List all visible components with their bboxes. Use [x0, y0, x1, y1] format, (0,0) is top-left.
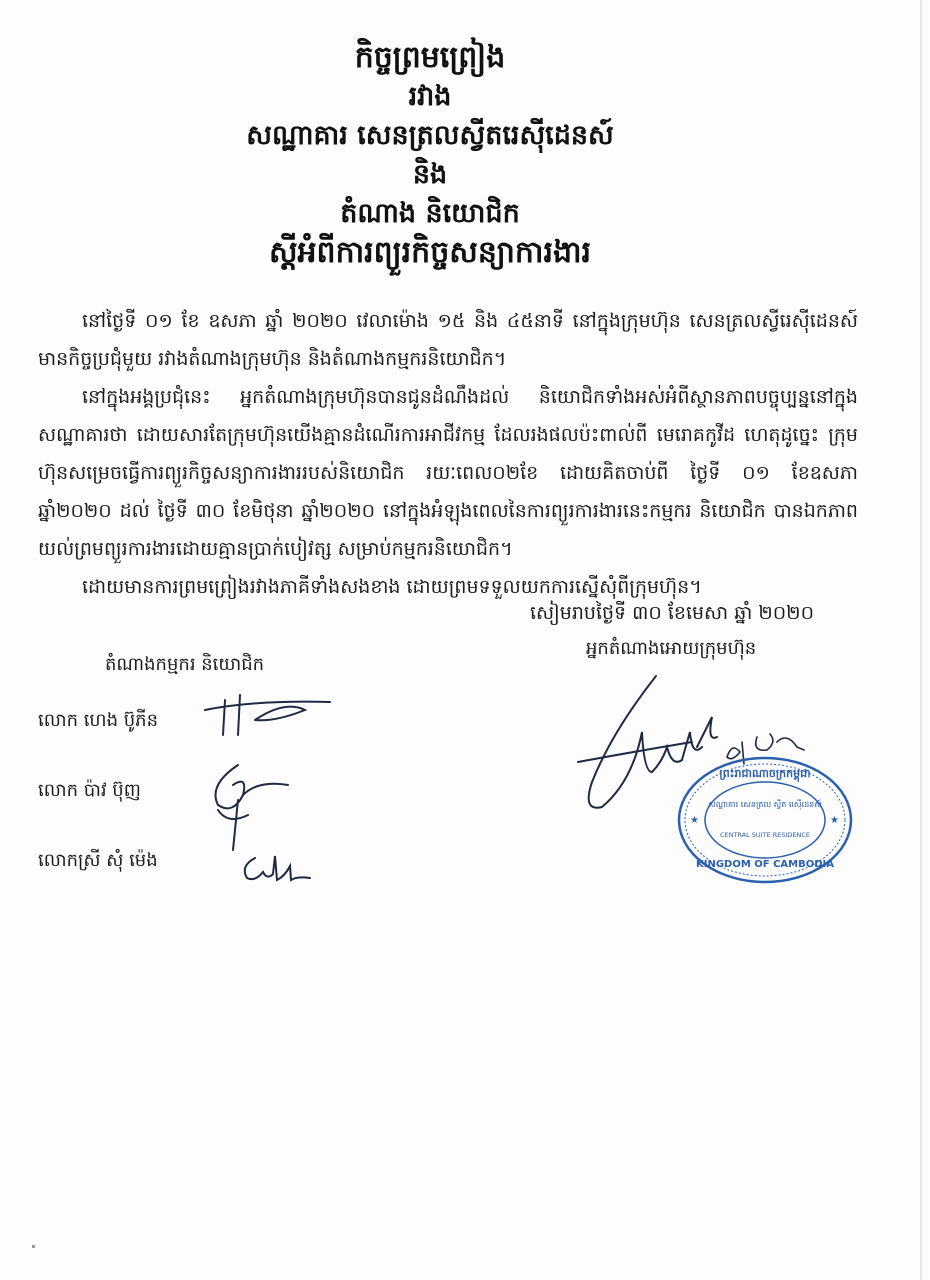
- stamp-english-name: CENTRAL SUITE RESIDENCE: [719, 831, 811, 839]
- worker-name-1: លោក ហេង ប៊ូភីន: [38, 710, 158, 731]
- stamp-star-left-icon: ★: [690, 815, 699, 826]
- company-stamp: [676, 755, 854, 885]
- worker-name-2: លោក ប៉ាវ ប៊ុញ: [38, 780, 141, 801]
- stamp-middle-text: សណ្ឋាគារ សេនត្រល ស្វីត រេស៊ីដេនស៍: [708, 800, 822, 809]
- signature-worker-3: [235, 846, 315, 886]
- agreement-body: [38, 302, 858, 606]
- worker-representative-label: តំណាងកម្មករ និយោជិក: [105, 654, 265, 675]
- paragraph-consent: ដោយមានការព្រមព្រៀងរវាងភាគីទាំងសងខាង ដោយព្រមទទួលយកការស្នើសុំពីក្រុមហ៊ុន។: [82, 576, 702, 598]
- stamp-top-text: ព្រះរាជាណាចក្រកម្ពុជា: [719, 767, 811, 780]
- title-agreement: កិច្ចព្រមព្រៀង: [354, 40, 506, 75]
- page-edge: [920, 0, 922, 1280]
- title-hotel: សណ្ឋាគារ សេនត្រលស្វីតរេស៊ីដេនស៍: [246, 120, 614, 151]
- paragraph-meeting: នៅថ្ងៃទី ០១ ខែ ឧសភា ឆ្នាំ ២០២០ វេលាម៉ោង ១៥ និង ៤៥នាទី នៅក្នុងក្រុមហ៊ុន សេនត្រលស្វីរេស៊ីដេនស៍ មានកិច្ចប្រជុំមួយ រវាងតំណាងក្រុមហ៊ុន និងតំណាងកម្មករនិយោជិក។: [38, 310, 858, 370]
- document-title: [0, 38, 860, 272]
- title-between: រវាង: [408, 81, 452, 112]
- title-employee-rep: តំណាង និយោជិក: [340, 198, 520, 229]
- company-representative-label: អ្នកតំណាងអោយក្រុមហ៊ុន: [586, 638, 757, 659]
- stamp-bottom-text: KINGDOM OF CAMBODIA: [695, 859, 835, 870]
- stamp-star-right-icon: ★: [830, 815, 839, 826]
- signature-worker-1: [195, 680, 340, 740]
- title-and: និង: [412, 159, 448, 190]
- paragraph-suspension: នៅក្នុងអង្គប្រជុំនេះ អ្នកតំណាងក្រុមហ៊ុនបានជូនដំណឹងដល់ និយោជិកទាំងអស់អំពីស្ថានភាពបច្ចុប្បន្ននៅក្នុងសណ្ឋាគារថា ដោយសារតែក្រុមហ៊ុនយើងគ្មានដំណើរការអាជីវកម្ម ដែលរងផលប៉ះពាល់ពី មេរោគកូវីដ ហេតុដូច្នេះ ក្រុមហ៊ុនសម្រេចធ្វើការព្យួរកិច្ចសន្យាការងាររបស់និយោជិក រយៈពេល០២ខែ ដោយគិតចាប់ពី ថ្ងៃទី ០១ ខែឧសភា ឆ្នាំ២០២០ ដល់ ថ្ងៃទី ៣០ ខែមិថុនា ឆ្នាំ២០២០ នៅក្នុងអំឡុងពេលនៃការព្យួរការងារនេះកម្មករ និយោជិក បានឯកភាពយល់ព្រមព្យួរការងារដោយគ្មានប្រាក់បៀវត្ស សម្រាប់កម្មករនិយោជិក។: [38, 386, 858, 560]
- signature-worker-2: [198, 755, 308, 855]
- title-subject: ស្តីអំពីការព្យួរកិច្ចសន្យាការងារ: [268, 235, 592, 270]
- place-date-line: សៀមរាបថ្ងៃទី ៣០ ខែមេសា ឆ្នាំ ២០២០: [530, 602, 815, 624]
- scan-speck: [32, 1245, 35, 1248]
- worker-name-3: លោកស្រី សុំ ម៉េង: [38, 850, 158, 871]
